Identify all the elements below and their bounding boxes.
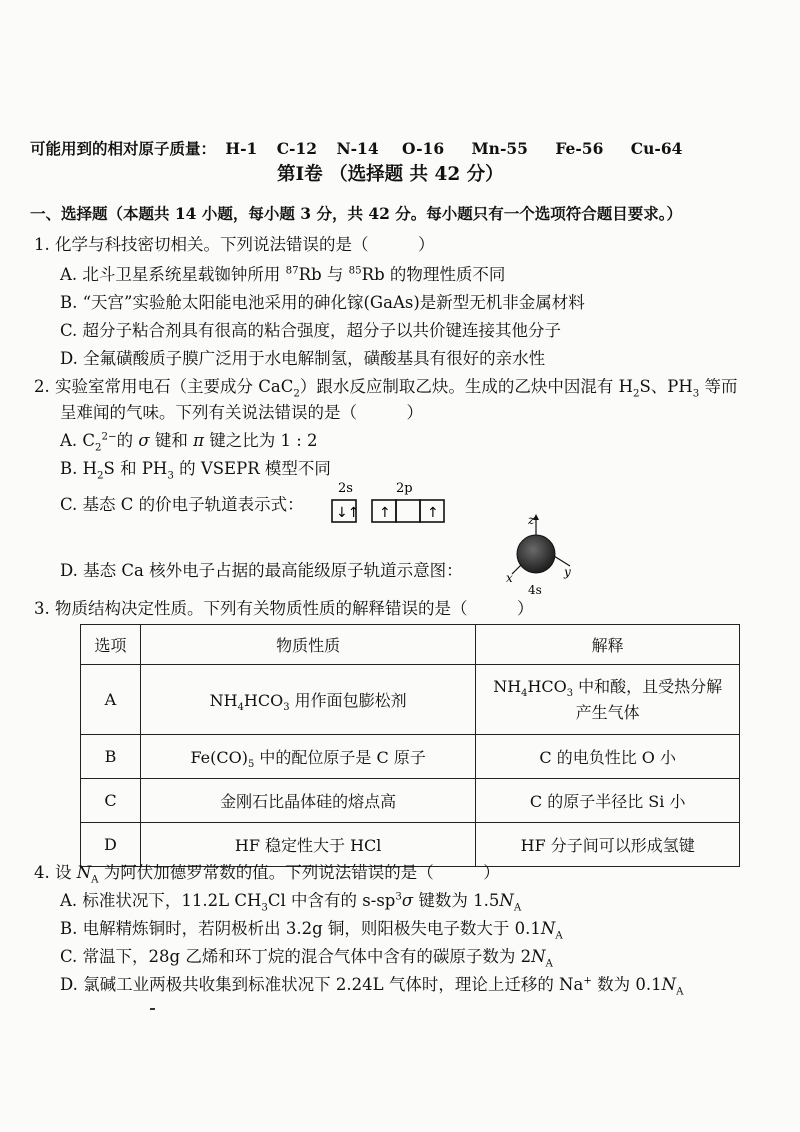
q2-stem-line2: 呈难闻的气味。下列有关说法错误的是（ ） bbox=[60, 403, 423, 422]
row-a-explanation: $NH_4HCO_3$ 中和酸，且受热分解 产生气体 bbox=[476, 665, 740, 735]
atomic-mass-mn: Mn-55 bbox=[471, 139, 528, 158]
atomic-mass-o: O-16 bbox=[402, 139, 445, 158]
properties-table bbox=[80, 624, 740, 867]
q2-option-d: D. 基态 Ca 核外电子占据的最高能级原子轨道示意图： bbox=[60, 561, 463, 580]
row-d-property: HF 稳定性大于 HCl bbox=[140, 823, 475, 867]
volume-title: 第Ⅰ卷 （选择题 共 42 分） bbox=[277, 164, 504, 185]
axis-x-label: x bbox=[506, 571, 513, 585]
row-d-option: D bbox=[81, 823, 141, 867]
q1-option-c: C. 超分子粘合剂具有很高的粘合强度，超分子以共价键连接其他分子 bbox=[60, 321, 562, 340]
atomic-masses-line bbox=[30, 138, 682, 160]
stray-mark bbox=[150, 1008, 155, 1010]
q4-option-d: D. 氯碱工业两极共收集到标准状况下 2.24L 气体时，理论上迁移的 Na+ 数为 $0.1N_A$ bbox=[60, 975, 684, 998]
q1-option-d: D. 全氟磺酸质子膜广泛用于水电解制氢，磺酸基具有很好的亲水性 bbox=[60, 349, 546, 368]
row-c-option: C bbox=[81, 779, 141, 823]
orbital-diagram bbox=[328, 478, 458, 526]
table-row bbox=[81, 735, 740, 779]
row-b-property: $Fe(CO)_5$ 中的配位原子是 C 原子 bbox=[140, 735, 475, 779]
table-header-row bbox=[81, 625, 740, 665]
orbital-4s-sphere bbox=[500, 512, 580, 598]
table-row bbox=[81, 779, 740, 823]
q1-stem: 1. 化学与科技密切相关。下列说法错误的是（ ） bbox=[34, 235, 435, 254]
q2-option-c: C. 基态 C 的价电子轨道表示式： bbox=[60, 495, 304, 514]
q2-option-b: B. $H_2S$ 和 $PH_3$ 的 VSEPR 模型不同 bbox=[60, 459, 331, 482]
q2-stem: 2. 实验室常用电石（主要成分 CaC$_2$）跟水反应制取乙炔。生成的乙炔中因混有 $H_2S$、$PH_3$ 等而 bbox=[34, 377, 738, 400]
orbital-2s-electrons: ↓↑ bbox=[336, 505, 360, 521]
table-row bbox=[81, 823, 740, 867]
orbital-4s-label: 4s bbox=[528, 583, 542, 597]
orbital-2p-box-2 bbox=[396, 500, 420, 522]
table-header-property: 物质性质 bbox=[140, 625, 475, 665]
q1-option-a: A. 北斗卫星系统星载铷钟所用 $^{87}$Rb 与 $^{85}$Rb 的物理性质不同 bbox=[60, 265, 506, 284]
orbital-2s-label: 2s bbox=[338, 481, 353, 496]
orbital-2p-electron-1: ↑ bbox=[379, 505, 391, 521]
row-b-option: B bbox=[81, 735, 141, 779]
atomic-mass-h: H-1 bbox=[225, 139, 258, 158]
q4-option-b: B. 电解精炼铜时，若阴极析出 3.2g 铜，则阳极失电子数大于 $0.1N_A$ bbox=[60, 919, 563, 942]
table-header-option: 选项 bbox=[81, 625, 141, 665]
row-a-option: A bbox=[81, 665, 141, 735]
orbital-2p-label: 2p bbox=[396, 481, 413, 496]
table-header-explanation: 解释 bbox=[476, 625, 740, 665]
sphere-icon bbox=[517, 535, 555, 573]
q4-stem: 4. 设 $N_A$ 为阿伏加德罗常数的值。下列说法错误的是（ ） bbox=[34, 863, 500, 886]
q3-stem: 3. 物质结构决定性质。下列有关物质性质的解释错误的是（ ） bbox=[34, 599, 534, 618]
row-c-explanation: C 的原子半径比 Si 小 bbox=[476, 779, 740, 823]
q4-option-c: C. 常温下，28g 乙烯和环丁烷的混合气体中含有的碳原子数为 $2N_A$ bbox=[60, 947, 553, 970]
q2-option-a: A. $C_2^{2-}$的 σ 键和 π 键之比为 1 : 2 bbox=[60, 431, 318, 454]
row-d-explanation: HF 分子间可以形成氢键 bbox=[476, 823, 740, 867]
section-heading: 一、选择题（本题共 14 小题，每小题 3 分，共 42 分。每小题只有一个选项符合题目要求。） bbox=[30, 204, 683, 223]
q1-option-b: B. “天宫”实验舱太阳能电池采用的砷化镓(GaAs)是新型无机非金属材料 bbox=[60, 293, 585, 312]
atomic-mass-fe: Fe-56 bbox=[555, 139, 604, 158]
row-c-property: 金刚石比晶体硅的熔点高 bbox=[140, 779, 475, 823]
row-b-explanation: C 的电负性比 O 小 bbox=[476, 735, 740, 779]
atomic-mass-n: N-14 bbox=[336, 139, 379, 158]
axis-z-label: z bbox=[528, 513, 535, 527]
axis-y-label: y bbox=[564, 565, 571, 579]
row-a-property: $NH_4HCO_3$ 用作面包膨松剂 bbox=[140, 665, 475, 735]
atomic-masses-label: 可能用到的相对原子质量： bbox=[30, 139, 217, 158]
q4-option-a: A. 标准状况下，11.2L $CH_3Cl$ 中含有的 $s-sp^3\sigma$ 键数为 $1.5N_A$ bbox=[60, 891, 522, 914]
table-row bbox=[81, 665, 740, 735]
orbital-2p-electron-3: ↑ bbox=[427, 505, 439, 521]
atomic-mass-c: C-12 bbox=[276, 139, 318, 158]
atomic-mass-cu: Cu-64 bbox=[630, 139, 683, 158]
